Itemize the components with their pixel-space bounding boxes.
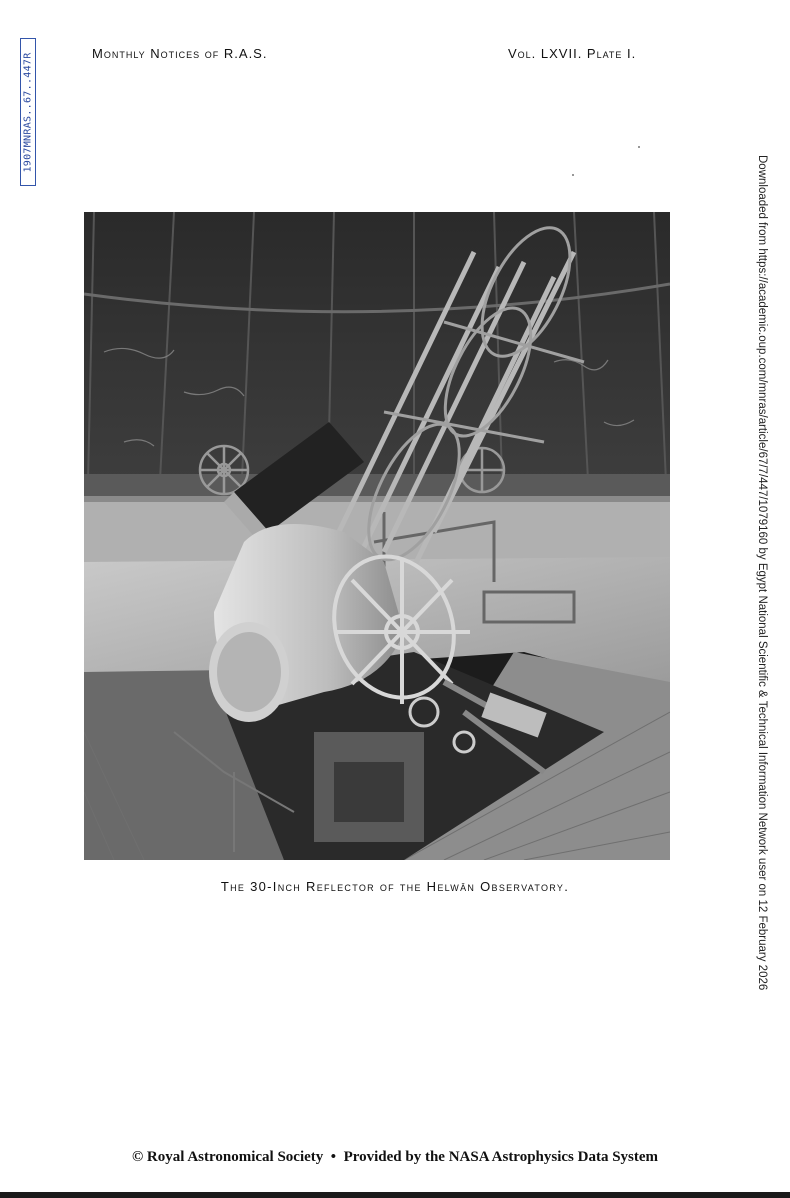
copyright-text: © Royal Astronomical Society — [131, 1149, 324, 1165]
volume-plate-header: Vol. LXVII. Plate I. — [508, 46, 637, 61]
bibcode-text: 1907MNRAS..67..447R — [22, 51, 34, 173]
footer-credit — [0, 1149, 790, 1166]
bibcode-stamp — [20, 38, 36, 186]
plate-caption: The 30-Inch Reflector of the Helwân Observatory. — [220, 879, 570, 894]
paper-speck — [572, 174, 574, 176]
telescope-photograph — [84, 212, 670, 860]
paper-speck — [638, 146, 640, 148]
page-bottom-rule — [0, 1192, 790, 1198]
download-notice-text: Downloaded from https://academic.oup.com/mnras/article/67/7/447/1079160 by Egypt National Scientific & Technical Information Network user on 12 February 2026 — [756, 155, 768, 991]
journal-header: Monthly Notices of R.A.S. — [92, 46, 268, 61]
provider-text: Provided by the NASA Astrophysics Data System — [343, 1149, 659, 1165]
footer-separator: • — [330, 1149, 337, 1165]
